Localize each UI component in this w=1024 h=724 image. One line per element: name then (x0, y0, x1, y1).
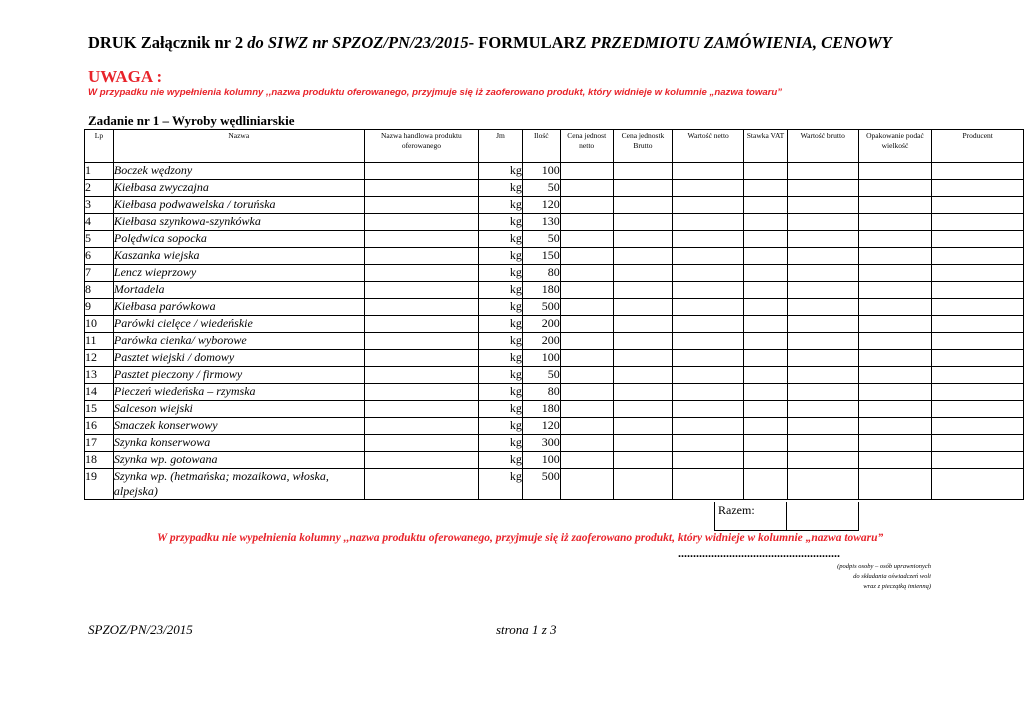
footer-page-number: strona 1 z 3 (496, 622, 557, 637)
cell-cena-netto[interactable] (560, 231, 613, 248)
cell-jm: kg (479, 367, 523, 384)
cell-stawka-vat[interactable] (744, 452, 788, 469)
cell-nazwa-handlowa[interactable] (364, 401, 479, 418)
col-header-producent: Producent (932, 130, 1024, 163)
cell-nazwa-handlowa[interactable] (364, 197, 479, 214)
cell-jm: kg (479, 282, 523, 299)
cell-nazwa-handlowa[interactable] (364, 333, 479, 350)
col-header-lp: Lp (85, 130, 114, 163)
cell-cena-netto[interactable] (560, 180, 613, 197)
table-row (85, 214, 1024, 231)
cell-nazwa: Lencz wieprzowy (113, 265, 364, 282)
cell-wartosc-netto[interactable] (673, 418, 744, 435)
cell-nazwa: Kiełbasa parówkowa (113, 299, 364, 316)
cell-wartosc-brutto[interactable] (787, 367, 858, 384)
cell-wartosc-brutto[interactable] (787, 452, 858, 469)
cell-nazwa-handlowa[interactable] (364, 384, 479, 401)
cell-wartosc-netto[interactable] (673, 333, 744, 350)
cell-stawka-vat[interactable] (744, 299, 788, 316)
cell-nazwa-handlowa[interactable] (364, 367, 479, 384)
cell-wartosc-brutto[interactable] (787, 384, 858, 401)
cell-producent[interactable] (932, 214, 1024, 231)
cell-opakowanie[interactable] (858, 282, 932, 299)
document-title (88, 33, 892, 53)
cell-opakowanie[interactable] (858, 367, 932, 384)
cell-jm: kg (479, 163, 523, 180)
cell-wartosc-brutto[interactable] (787, 401, 858, 418)
cell-stawka-vat[interactable] (744, 350, 788, 367)
cell-stawka-vat[interactable] (744, 163, 788, 180)
cell-nazwa: Kiełbasa zwyczajna (113, 180, 364, 197)
cell-jm: kg (479, 418, 523, 435)
cell-stawka-vat[interactable] (744, 435, 788, 452)
cell-cena-netto[interactable] (560, 214, 613, 231)
signature-caption-line1: (podpis osoby – osób uprawnionych (837, 563, 931, 570)
cell-nazwa: Kiełbasa szynkowa-szynkówka (113, 214, 364, 231)
table-row (85, 163, 1024, 180)
table-row (85, 299, 1024, 316)
cell-nazwa-handlowa[interactable] (364, 418, 479, 435)
cell-nazwa-handlowa[interactable] (364, 265, 479, 282)
uwaga-heading: UWAGA : (88, 67, 163, 86)
cell-cena-brutto[interactable] (613, 282, 673, 299)
cell-cena-netto[interactable] (560, 299, 613, 316)
cell-producent[interactable] (932, 435, 1024, 452)
cell-cena-brutto[interactable] (613, 299, 673, 316)
cell-wartosc-netto[interactable] (673, 350, 744, 367)
cell-wartosc-brutto[interactable] (787, 418, 858, 435)
cell-ilosc: 180 (522, 401, 560, 418)
cell-opakowanie[interactable] (858, 299, 932, 316)
cell-wartosc-brutto[interactable] (787, 333, 858, 350)
cell-ilosc: 100 (522, 452, 560, 469)
cell-jm: kg (479, 316, 523, 333)
cell-lp: 16 (85, 418, 114, 435)
table-row (85, 435, 1024, 452)
cell-opakowanie[interactable] (858, 265, 932, 282)
cell-lp: 6 (85, 248, 114, 265)
cell-wartosc-netto[interactable] (673, 401, 744, 418)
cell-wartosc-netto[interactable] (673, 197, 744, 214)
title-part-d: PRZEDMIOTU ZAMÓWIENIA, CENOWY (590, 33, 892, 52)
cell-cena-netto[interactable] (560, 469, 613, 500)
cell-jm: kg (479, 265, 523, 282)
cell-cena-brutto[interactable] (613, 469, 673, 500)
cell-nazwa-handlowa[interactable] (364, 452, 479, 469)
cell-producent[interactable] (932, 401, 1024, 418)
col-header-opakowanie: Opakowanie podać wielkość (858, 130, 932, 163)
cell-nazwa-handlowa[interactable] (364, 231, 479, 248)
cell-producent[interactable] (932, 163, 1024, 180)
cell-cena-brutto[interactable] (613, 367, 673, 384)
cell-ilosc: 130 (522, 214, 560, 231)
cell-producent[interactable] (932, 197, 1024, 214)
cell-lp: 17 (85, 435, 114, 452)
table-row (85, 367, 1024, 384)
cell-jm: kg (479, 248, 523, 265)
cell-producent[interactable] (932, 248, 1024, 265)
section-title: Zadanie nr 1 – Wyroby wędliniarskie (88, 113, 295, 128)
cell-nazwa: Polędwica sopocka (113, 231, 364, 248)
cell-opakowanie[interactable] (858, 316, 932, 333)
table-row (85, 248, 1024, 265)
cell-wartosc-brutto[interactable] (787, 180, 858, 197)
cell-wartosc-netto[interactable] (673, 231, 744, 248)
cell-cena-brutto[interactable] (613, 350, 673, 367)
cell-jm: kg (479, 435, 523, 452)
cell-ilosc: 80 (522, 384, 560, 401)
signature-caption (837, 562, 931, 592)
cell-cena-brutto[interactable] (613, 316, 673, 333)
cell-nazwa-handlowa[interactable] (364, 435, 479, 452)
cell-producent[interactable] (932, 282, 1024, 299)
table-row (85, 350, 1024, 367)
cell-opakowanie[interactable] (858, 469, 932, 500)
table-row (85, 469, 1024, 500)
cell-nazwa: Szynka konserwowa (113, 435, 364, 452)
table-row (85, 316, 1024, 333)
price-form-table (84, 129, 1024, 500)
cell-opakowanie[interactable] (858, 384, 932, 401)
cell-cena-brutto[interactable] (613, 197, 673, 214)
cell-cena-brutto[interactable] (613, 452, 673, 469)
cell-wartosc-brutto[interactable] (787, 265, 858, 282)
cell-cena-netto[interactable] (560, 248, 613, 265)
cell-wartosc-netto[interactable] (673, 299, 744, 316)
cell-opakowanie[interactable] (858, 418, 932, 435)
cell-wartosc-netto[interactable] (673, 384, 744, 401)
footer-doc-ref: SPZOZ/PN/23/2015 (88, 622, 193, 637)
cell-wartosc-netto[interactable] (673, 367, 744, 384)
cell-wartosc-brutto[interactable] (787, 214, 858, 231)
cell-jm: kg (479, 469, 523, 500)
cell-jm: kg (479, 180, 523, 197)
cell-wartosc-brutto[interactable] (787, 248, 858, 265)
cell-jm: kg (479, 452, 523, 469)
cell-wartosc-netto[interactable] (673, 282, 744, 299)
cell-nazwa: Parówka cienka/ wyborowe (113, 333, 364, 350)
cell-stawka-vat[interactable] (744, 401, 788, 418)
cell-producent[interactable] (932, 452, 1024, 469)
cell-nazwa: Smaczek konserwowy (113, 418, 364, 435)
cell-lp: 13 (85, 367, 114, 384)
cell-nazwa-handlowa[interactable] (364, 282, 479, 299)
cell-lp: 14 (85, 384, 114, 401)
cell-cena-netto[interactable] (560, 350, 613, 367)
table-row (85, 265, 1024, 282)
cell-cena-netto[interactable] (560, 384, 613, 401)
cell-producent[interactable] (932, 231, 1024, 248)
cell-nazwa: Szynka wp. gotowana (113, 452, 364, 469)
title-part-c: - FORMULARZ (468, 33, 591, 52)
table-row (85, 401, 1024, 418)
cell-lp: 8 (85, 282, 114, 299)
cell-cena-brutto[interactable] (613, 333, 673, 350)
cell-stawka-vat[interactable] (744, 367, 788, 384)
cell-cena-brutto[interactable] (613, 384, 673, 401)
cell-cena-brutto[interactable] (613, 265, 673, 282)
cell-cena-brutto[interactable] (613, 214, 673, 231)
cell-stawka-vat[interactable] (744, 418, 788, 435)
cell-wartosc-brutto[interactable] (787, 299, 858, 316)
col-header-wartosc-netto: Wartość netto (673, 130, 744, 163)
cell-cena-netto[interactable] (560, 333, 613, 350)
cell-nazwa: Pasztet pieczony / firmowy (113, 367, 364, 384)
cell-cena-netto[interactable] (560, 435, 613, 452)
cell-producent[interactable] (932, 180, 1024, 197)
cell-lp: 11 (85, 333, 114, 350)
razem-divider (786, 502, 787, 530)
title-part-a: DRUK Załącznik nr 2 (88, 33, 248, 52)
cell-producent[interactable] (932, 299, 1024, 316)
cell-stawka-vat[interactable] (744, 231, 788, 248)
cell-lp: 7 (85, 265, 114, 282)
cell-nazwa-handlowa[interactable] (364, 469, 479, 500)
cell-opakowanie[interactable] (858, 197, 932, 214)
cell-cena-brutto[interactable] (613, 401, 673, 418)
cell-lp: 1 (85, 163, 114, 180)
cell-wartosc-netto[interactable] (673, 435, 744, 452)
cell-nazwa-handlowa[interactable] (364, 316, 479, 333)
cell-nazwa: Szynka wp. (hetmańska; mozaikowa, włoska, alpejska) (113, 469, 364, 500)
col-header-stawka-vat: Stawka VAT (744, 130, 788, 163)
cell-jm: kg (479, 214, 523, 231)
cell-producent[interactable] (932, 316, 1024, 333)
cell-ilosc: 300 (522, 435, 560, 452)
signature-caption-line2: do składania oświadczeń woli (853, 573, 931, 580)
cell-ilosc: 200 (522, 333, 560, 350)
cell-cena-netto[interactable] (560, 401, 613, 418)
cell-opakowanie[interactable] (858, 350, 932, 367)
cell-ilosc: 500 (522, 299, 560, 316)
cell-nazwa: Boczek wędzony (113, 163, 364, 180)
razem-label: Razem: (718, 503, 755, 517)
cell-lp: 10 (85, 316, 114, 333)
col-header-jm: Jm (479, 130, 523, 163)
cell-stawka-vat[interactable] (744, 265, 788, 282)
cell-wartosc-brutto[interactable] (787, 316, 858, 333)
cell-producent[interactable] (932, 384, 1024, 401)
col-header-wartosc-brutto: Wartość brutto (787, 130, 858, 163)
cell-cena-netto[interactable] (560, 316, 613, 333)
cell-lp: 3 (85, 197, 114, 214)
cell-wartosc-brutto[interactable] (787, 163, 858, 180)
cell-cena-netto[interactable] (560, 418, 613, 435)
cell-cena-netto[interactable] (560, 197, 613, 214)
cell-cena-brutto[interactable] (613, 435, 673, 452)
cell-nazwa-handlowa[interactable] (364, 163, 479, 180)
cell-stawka-vat[interactable] (744, 197, 788, 214)
cell-producent[interactable] (932, 469, 1024, 500)
signature-line: ...................................................... (678, 546, 840, 560)
cell-ilosc: 180 (522, 282, 560, 299)
cell-opakowanie[interactable] (858, 214, 932, 231)
cell-stawka-vat[interactable] (744, 248, 788, 265)
cell-nazwa: Kaszanka wiejska (113, 248, 364, 265)
cell-cena-netto[interactable] (560, 452, 613, 469)
cell-jm: kg (479, 231, 523, 248)
warning-top: W przypadku nie wypełnienia kolumny ,,nazwa produktu oferowanego, przyjmuje się iż zaoferowano produkt, który widnieje w kolumnie „nazwa towaru” (88, 87, 783, 98)
warning-bottom: W przypadku nie wypełnienia kolumny ,,nazwa produktu oferowanego, przyjmuje się iż zaoferowano produkt, który widnieje w kolumnie „nazwa towaru” (157, 532, 884, 544)
cell-nazwa: Kiełbasa podwawelska / toruńska (113, 197, 364, 214)
cell-stawka-vat[interactable] (744, 333, 788, 350)
signature-caption-line3: wraz z pieczątką imienną) (863, 583, 931, 590)
cell-nazwa: Parówki cielęce / wiedeńskie (113, 316, 364, 333)
cell-stawka-vat[interactable] (744, 469, 788, 500)
cell-wartosc-brutto[interactable] (787, 231, 858, 248)
cell-ilosc: 500 (522, 469, 560, 500)
cell-stawka-vat[interactable] (744, 214, 788, 231)
cell-opakowanie[interactable] (858, 333, 932, 350)
cell-cena-brutto[interactable] (613, 248, 673, 265)
cell-wartosc-brutto[interactable] (787, 282, 858, 299)
cell-opakowanie[interactable] (858, 401, 932, 418)
cell-cena-netto[interactable] (560, 282, 613, 299)
cell-nazwa-handlowa[interactable] (364, 299, 479, 316)
cell-wartosc-netto[interactable] (673, 452, 744, 469)
cell-ilosc: 200 (522, 316, 560, 333)
cell-ilosc: 50 (522, 180, 560, 197)
cell-wartosc-brutto[interactable] (787, 197, 858, 214)
cell-producent[interactable] (932, 367, 1024, 384)
cell-nazwa-handlowa[interactable] (364, 350, 479, 367)
cell-wartosc-netto[interactable] (673, 214, 744, 231)
cell-lp: 18 (85, 452, 114, 469)
cell-nazwa-handlowa[interactable] (364, 180, 479, 197)
cell-wartosc-netto[interactable] (673, 265, 744, 282)
cell-jm: kg (479, 401, 523, 418)
cell-lp: 2 (85, 180, 114, 197)
cell-opakowanie[interactable] (858, 248, 932, 265)
table-body (85, 163, 1024, 500)
cell-nazwa: Pasztet wiejski / domowy (113, 350, 364, 367)
table-row (85, 180, 1024, 197)
cell-wartosc-brutto[interactable] (787, 435, 858, 452)
table-row (85, 452, 1024, 469)
cell-lp: 5 (85, 231, 114, 248)
cell-lp: 12 (85, 350, 114, 367)
cell-ilosc: 50 (522, 231, 560, 248)
cell-wartosc-netto[interactable] (673, 180, 744, 197)
cell-wartosc-netto[interactable] (673, 316, 744, 333)
cell-jm: kg (479, 197, 523, 214)
cell-wartosc-netto[interactable] (673, 469, 744, 500)
cell-stawka-vat[interactable] (744, 384, 788, 401)
cell-nazwa: Salceson wiejski (113, 401, 364, 418)
cell-lp: 9 (85, 299, 114, 316)
cell-opakowanie[interactable] (858, 452, 932, 469)
cell-ilosc: 50 (522, 367, 560, 384)
table-row (85, 197, 1024, 214)
cell-stawka-vat[interactable] (744, 282, 788, 299)
razem-box (714, 502, 859, 531)
cell-wartosc-netto[interactable] (673, 163, 744, 180)
cell-wartosc-brutto[interactable] (787, 469, 858, 500)
table-header-row (85, 130, 1024, 163)
col-header-nazwa: Nazwa (113, 130, 364, 163)
cell-cena-brutto[interactable] (613, 163, 673, 180)
cell-producent[interactable] (932, 333, 1024, 350)
cell-producent[interactable] (932, 350, 1024, 367)
col-header-ilosc: Ilość (522, 130, 560, 163)
cell-jm: kg (479, 350, 523, 367)
cell-jm: kg (479, 384, 523, 401)
cell-nazwa: Mortadela (113, 282, 364, 299)
col-header-nazwa-handlowa: Nazwa handlowa produktu oferowanego (364, 130, 479, 163)
cell-cena-brutto[interactable] (613, 231, 673, 248)
cell-jm: kg (479, 333, 523, 350)
table-row (85, 418, 1024, 435)
cell-cena-netto[interactable] (560, 163, 613, 180)
cell-cena-brutto[interactable] (613, 418, 673, 435)
cell-cena-brutto[interactable] (613, 180, 673, 197)
cell-ilosc: 150 (522, 248, 560, 265)
cell-stawka-vat[interactable] (744, 316, 788, 333)
cell-ilosc: 120 (522, 197, 560, 214)
cell-opakowanie[interactable] (858, 435, 932, 452)
cell-wartosc-brutto[interactable] (787, 350, 858, 367)
table-row (85, 282, 1024, 299)
cell-cena-netto[interactable] (560, 265, 613, 282)
cell-wartosc-netto[interactable] (673, 248, 744, 265)
cell-ilosc: 80 (522, 265, 560, 282)
cell-lp: 15 (85, 401, 114, 418)
cell-opakowanie[interactable] (858, 180, 932, 197)
cell-opakowanie[interactable] (858, 231, 932, 248)
cell-ilosc: 100 (522, 350, 560, 367)
cell-lp: 4 (85, 214, 114, 231)
cell-stawka-vat[interactable] (744, 180, 788, 197)
table-row (85, 231, 1024, 248)
title-part-b: do SIWZ nr SPZOZ/PN/23/2015 (247, 33, 469, 52)
col-header-cena-brutto: Cena jednostk Brutto (613, 130, 673, 163)
cell-producent[interactable] (932, 265, 1024, 282)
cell-nazwa: Pieczeń wiedeńska – rzymska (113, 384, 364, 401)
cell-producent[interactable] (932, 418, 1024, 435)
cell-lp: 19 (85, 469, 114, 500)
table-row (85, 384, 1024, 401)
cell-ilosc: 100 (522, 163, 560, 180)
cell-cena-netto[interactable] (560, 367, 613, 384)
cell-opakowanie[interactable] (858, 163, 932, 180)
cell-nazwa-handlowa[interactable] (364, 248, 479, 265)
cell-nazwa-handlowa[interactable] (364, 214, 479, 231)
cell-ilosc: 120 (522, 418, 560, 435)
col-header-cena-netto: Cena jednost netto (560, 130, 613, 163)
cell-jm: kg (479, 299, 523, 316)
table-row (85, 333, 1024, 350)
